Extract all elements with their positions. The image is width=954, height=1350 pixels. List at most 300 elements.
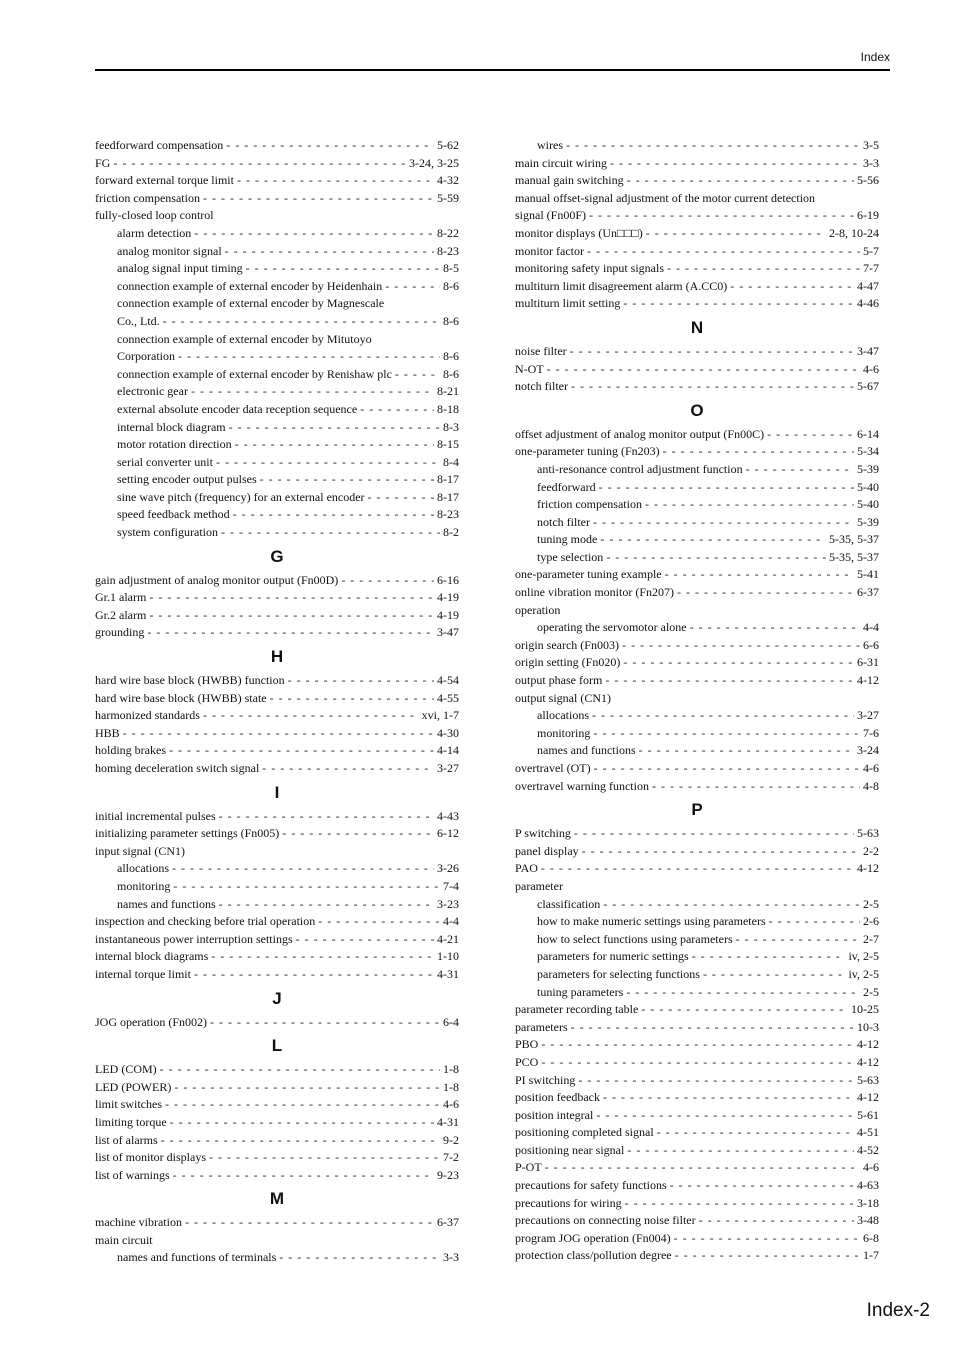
index-entry bbox=[95, 672, 459, 690]
index-page-ref: 6-8 bbox=[863, 1230, 879, 1245]
index-page-ref: 3-27 bbox=[437, 761, 459, 775]
index-entry bbox=[95, 348, 459, 366]
index-entry bbox=[515, 1195, 879, 1213]
index-entry bbox=[95, 243, 459, 261]
index-term: list of alarms bbox=[95, 1132, 158, 1147]
index-term: precautions for wiring bbox=[515, 1195, 622, 1210]
index-term: type selection bbox=[537, 549, 604, 564]
index-term: hard wire base block (HWBB) state bbox=[95, 690, 267, 705]
index-entry bbox=[515, 825, 879, 843]
index-term: list of warnings bbox=[95, 1167, 170, 1182]
dot-leader bbox=[545, 1159, 860, 1177]
dot-leader bbox=[170, 1114, 434, 1132]
index-term: parameters for numeric settings bbox=[537, 949, 689, 964]
index-term: names and functions bbox=[117, 896, 216, 911]
dot-leader bbox=[341, 572, 434, 590]
index-page-ref: 4-21 bbox=[437, 931, 459, 946]
dot-leader bbox=[625, 1195, 854, 1213]
index-term: internal block diagram bbox=[117, 419, 226, 434]
index-term: internal torque limit bbox=[95, 966, 191, 981]
dot-leader bbox=[173, 878, 440, 896]
index-entry bbox=[515, 1107, 879, 1125]
index-page-ref: 8-17 bbox=[437, 489, 459, 504]
index-entry bbox=[515, 1054, 879, 1072]
dot-leader bbox=[149, 589, 434, 607]
index-page-ref: 8-18 bbox=[437, 401, 459, 416]
index-term: classification bbox=[537, 896, 601, 911]
index-page-ref: 5-63 bbox=[857, 1072, 879, 1087]
index-page-ref: 7-7 bbox=[863, 261, 879, 276]
index-entry bbox=[95, 225, 459, 243]
index-entry bbox=[95, 172, 459, 190]
index-term: N-OT bbox=[515, 361, 544, 376]
index-entry bbox=[95, 471, 459, 489]
index-term: connection example of external encoder by Renishaw plc bbox=[117, 366, 392, 381]
index-page-ref: 8-6 bbox=[443, 313, 459, 328]
index-term: protection class/pollution degree bbox=[515, 1248, 672, 1263]
index-entry bbox=[515, 707, 879, 725]
index-section-letter: I bbox=[274, 782, 280, 802]
dot-leader bbox=[163, 313, 440, 331]
index-page-ref: 8-15 bbox=[437, 437, 459, 452]
index-page-ref: 5-39 bbox=[857, 461, 879, 476]
dot-leader bbox=[169, 742, 434, 760]
index-page-ref: 6-31 bbox=[857, 655, 879, 670]
index-entry bbox=[515, 637, 879, 655]
index-page-ref: 3-27 bbox=[857, 708, 879, 723]
index-term: forward external torque limit bbox=[95, 173, 234, 188]
index-page-ref: 3-18 bbox=[857, 1195, 879, 1210]
index-page-ref: 7-4 bbox=[443, 878, 459, 893]
dot-leader bbox=[667, 260, 860, 278]
index-page-ref: 4-14 bbox=[437, 743, 459, 758]
index-page-ref: iv, 2-5 bbox=[848, 966, 879, 981]
dot-leader bbox=[262, 760, 434, 778]
dot-leader bbox=[174, 1079, 440, 1097]
index-term: list of monitor displays bbox=[95, 1150, 206, 1165]
index-entry bbox=[515, 860, 879, 878]
dot-leader bbox=[610, 155, 860, 173]
index-column-left bbox=[95, 137, 459, 1267]
index-page-ref: 5-35, 5-37 bbox=[829, 549, 879, 564]
index-term: names and functions bbox=[537, 743, 636, 758]
index-page-ref: 9-23 bbox=[437, 1167, 459, 1182]
index-term: connection example of external encoder by Heidenhain bbox=[117, 278, 383, 293]
index-page-ref: 8-6 bbox=[443, 278, 459, 293]
index-page-ref: 6-12 bbox=[437, 826, 459, 841]
dot-leader bbox=[603, 1089, 854, 1107]
index-page-ref: 5-40 bbox=[857, 479, 879, 494]
index-term: LED (COM) bbox=[95, 1062, 157, 1077]
dot-leader bbox=[646, 225, 826, 243]
index-term: friction compensation bbox=[95, 190, 200, 205]
dot-leader bbox=[703, 966, 846, 984]
index-page-ref: 2-8, 10-24 bbox=[829, 225, 879, 240]
index-term: setting encoder output pulses bbox=[117, 472, 257, 487]
index-term: limiting torque bbox=[95, 1114, 167, 1129]
index-term: homing deceleration switch signal bbox=[95, 761, 260, 775]
index-entry bbox=[515, 260, 879, 278]
dot-leader bbox=[736, 931, 860, 949]
index-page-ref: 4-55 bbox=[437, 690, 459, 705]
index-page-ref: 8-6 bbox=[443, 349, 459, 364]
index-page-ref: 1-8 bbox=[443, 1062, 459, 1077]
index-term: how to select functions using parameters bbox=[537, 931, 733, 946]
index-page-ref: 10-3 bbox=[857, 1019, 879, 1034]
index-entry bbox=[95, 1214, 459, 1232]
index-term: online vibration monitor (Fn207) bbox=[515, 585, 674, 600]
dot-leader bbox=[699, 1212, 854, 1230]
index-entry bbox=[95, 589, 459, 607]
index-entry bbox=[515, 137, 879, 155]
index-page-ref: 4-47 bbox=[857, 278, 879, 293]
dot-leader bbox=[185, 1214, 434, 1232]
index-entry bbox=[95, 878, 459, 896]
dot-leader bbox=[605, 672, 854, 690]
dot-leader bbox=[641, 1001, 848, 1019]
dot-leader bbox=[194, 966, 434, 984]
index-entry bbox=[95, 931, 459, 949]
index-entry bbox=[515, 584, 879, 602]
index-entry bbox=[515, 1247, 879, 1265]
index-page-ref: 6-4 bbox=[443, 1014, 459, 1029]
index-term: overtravel warning function bbox=[515, 778, 649, 793]
dot-leader bbox=[395, 366, 440, 384]
index-term: friction compensation bbox=[537, 497, 642, 512]
index-page-ref: 8-6 bbox=[443, 366, 459, 381]
index-entry bbox=[515, 948, 879, 966]
index-entry bbox=[515, 966, 879, 984]
index-heading: input signal (CN1) bbox=[95, 843, 185, 858]
index-entry bbox=[95, 401, 459, 419]
dot-leader bbox=[657, 1124, 854, 1142]
index-section-letter: O bbox=[690, 400, 704, 420]
index-term: PCO bbox=[515, 1054, 539, 1069]
index-section-letter: G bbox=[270, 546, 284, 566]
index-page-ref: 3-47 bbox=[437, 625, 459, 640]
dot-leader bbox=[592, 707, 854, 725]
index-entry bbox=[515, 1159, 879, 1177]
index-term: inspection and checking before trial operation bbox=[95, 914, 316, 929]
index-term: origin search (Fn003) bbox=[515, 637, 619, 652]
dot-leader bbox=[547, 361, 860, 379]
index-term: precautions for safety functions bbox=[515, 1178, 667, 1193]
dot-leader bbox=[769, 913, 860, 931]
index-term: anti-resonance control adjustment function bbox=[537, 461, 743, 476]
index-page-ref: 2-5 bbox=[863, 896, 879, 911]
index-term: panel display bbox=[515, 843, 579, 858]
dot-leader bbox=[279, 1249, 440, 1267]
index-page-ref: 4-8 bbox=[863, 778, 879, 793]
index-entry bbox=[95, 860, 459, 878]
index-entry bbox=[95, 155, 459, 173]
index-term: feedforward compensation bbox=[95, 138, 224, 152]
index-term: how to make numeric settings using parameters bbox=[537, 914, 766, 929]
dot-leader bbox=[147, 624, 434, 642]
index-page-ref: 3-26 bbox=[437, 861, 459, 876]
dot-leader bbox=[219, 808, 434, 826]
index-term: PBO bbox=[515, 1037, 539, 1052]
index-page-ref: 6-37 bbox=[437, 1215, 459, 1230]
index-entry bbox=[95, 1149, 459, 1167]
index-term: Corporation bbox=[117, 349, 175, 364]
index-term: serial converter unit bbox=[117, 454, 213, 469]
index-page-ref: 4-12 bbox=[857, 673, 879, 688]
index-page-ref: 2-5 bbox=[863, 984, 879, 999]
index-entry bbox=[95, 190, 459, 208]
index-term: PAO bbox=[515, 861, 538, 876]
index-term: LED (POWER) bbox=[95, 1079, 172, 1094]
index-term: monitoring bbox=[537, 725, 591, 740]
index-term: instantaneous power interruption settings bbox=[95, 931, 293, 946]
index-term: allocations bbox=[117, 861, 169, 876]
dot-leader bbox=[663, 443, 854, 461]
index-page-ref: 4-52 bbox=[857, 1142, 879, 1157]
dot-leader bbox=[165, 1096, 440, 1114]
index-term: Gr.1 alarm bbox=[95, 590, 147, 605]
index-page-ref: 4-4 bbox=[863, 620, 879, 635]
dot-leader bbox=[639, 742, 854, 760]
index-page-ref: 8-23 bbox=[437, 507, 459, 522]
index-entry bbox=[515, 913, 879, 931]
index-entry bbox=[515, 1089, 879, 1107]
index-page-ref: 5-67 bbox=[857, 379, 879, 394]
dot-leader bbox=[571, 1019, 854, 1037]
index-page-ref: 5-62 bbox=[437, 138, 459, 152]
index-term: wires bbox=[537, 138, 563, 152]
dot-leader bbox=[178, 348, 440, 366]
index-term: origin setting (Fn020) bbox=[515, 655, 621, 670]
index-entry bbox=[95, 725, 459, 743]
index-entry bbox=[515, 295, 879, 313]
index-entry bbox=[515, 1212, 879, 1230]
dot-leader bbox=[237, 172, 434, 190]
index-section-letter: M bbox=[269, 1189, 285, 1209]
dot-leader bbox=[229, 419, 440, 437]
dot-leader bbox=[593, 514, 854, 532]
index-page-ref: 8-5 bbox=[443, 261, 459, 276]
index-entry bbox=[515, 654, 879, 672]
index-entry bbox=[515, 1072, 879, 1090]
index-term: noise filter bbox=[515, 343, 567, 358]
index-term: Co., Ltd. bbox=[117, 313, 160, 328]
index-entry bbox=[95, 436, 459, 454]
index-term: hard wire base block (HWBB) function bbox=[95, 673, 285, 688]
dot-leader bbox=[606, 549, 826, 567]
dot-leader bbox=[587, 243, 860, 261]
index-page-ref: 4-19 bbox=[437, 590, 459, 605]
index-page-ref: 1-8 bbox=[443, 1079, 459, 1094]
index-page-ref: 4-46 bbox=[857, 296, 879, 311]
index-term: tuning mode bbox=[537, 532, 598, 547]
index-term: output phase form bbox=[515, 673, 603, 688]
dot-leader bbox=[288, 672, 434, 690]
index-term: limit switches bbox=[95, 1097, 162, 1112]
index-page-ref: iv, 2-5 bbox=[848, 949, 879, 964]
index-page-ref: 8-3 bbox=[443, 419, 459, 434]
index-entry bbox=[515, 1177, 879, 1195]
index-entry bbox=[515, 155, 879, 173]
index-page-ref: 6-6 bbox=[863, 637, 879, 652]
index-term: holding brakes bbox=[95, 743, 166, 758]
index-page-ref: 2-7 bbox=[863, 931, 879, 946]
index-term: parameters bbox=[515, 1019, 568, 1034]
dot-leader bbox=[210, 1014, 440, 1032]
index-entry bbox=[95, 260, 459, 278]
index-page-ref: 6-19 bbox=[857, 208, 879, 223]
dot-leader bbox=[123, 725, 434, 743]
index-entry bbox=[95, 690, 459, 708]
dot-leader bbox=[209, 1149, 440, 1167]
dot-leader bbox=[623, 654, 854, 672]
index-term: P switching bbox=[515, 826, 571, 841]
index-term: program JOG operation (Fn004) bbox=[515, 1230, 671, 1245]
index-term: precautions on connecting noise filter bbox=[515, 1213, 696, 1228]
page-number: Index-2 bbox=[866, 1300, 930, 1321]
index-term: monitoring safety input signals bbox=[515, 261, 664, 276]
index-term: position integral bbox=[515, 1107, 594, 1122]
index-page-ref: 4-63 bbox=[857, 1178, 879, 1193]
index-page-ref: 3-3 bbox=[863, 155, 879, 170]
dot-leader bbox=[603, 896, 860, 914]
index-term: one-parameter tuning (Fn203) bbox=[515, 444, 660, 459]
dot-leader bbox=[260, 471, 434, 489]
index-heading: main circuit bbox=[95, 1232, 153, 1247]
index-section-letter: N bbox=[690, 317, 704, 337]
index-page-ref: 9-2 bbox=[443, 1132, 459, 1147]
index-entry bbox=[95, 1096, 459, 1114]
dot-leader bbox=[296, 931, 434, 949]
index-entry bbox=[95, 1079, 459, 1097]
index-term: monitor factor bbox=[515, 243, 584, 258]
index-section-letter: P bbox=[691, 800, 703, 820]
index-page-ref: 5-35, 5-37 bbox=[829, 532, 879, 547]
index-page-ref: 4-6 bbox=[863, 361, 879, 376]
index-entry bbox=[95, 419, 459, 437]
index-entry bbox=[515, 378, 879, 396]
index-column-right bbox=[515, 137, 879, 1265]
index-term: parameter recording table bbox=[515, 1002, 639, 1017]
index-entry bbox=[95, 1014, 459, 1032]
index-term: multiturn limit disagreement alarm (A.CC0) bbox=[515, 278, 728, 293]
dot-leader bbox=[599, 479, 854, 497]
dot-leader bbox=[270, 690, 434, 708]
dot-leader bbox=[674, 1230, 860, 1248]
index-entry bbox=[515, 1124, 879, 1142]
index-page-ref: 2-2 bbox=[863, 843, 879, 858]
index-page-ref: 6-16 bbox=[437, 572, 459, 587]
index-entry bbox=[515, 1230, 879, 1248]
index-page-ref: 1-7 bbox=[863, 1248, 879, 1263]
index-entry bbox=[515, 514, 879, 532]
index-page-ref: 8-17 bbox=[437, 472, 459, 487]
index-page-ref: 6-37 bbox=[857, 585, 879, 600]
index-term: motor rotation direction bbox=[117, 437, 232, 452]
index-term: operating the servomotor alone bbox=[537, 620, 687, 635]
index-entry bbox=[515, 896, 879, 914]
index-entry bbox=[95, 572, 459, 590]
index-term: monitor displays (Un□□□) bbox=[515, 225, 643, 240]
index-entry bbox=[515, 549, 879, 567]
index-entry bbox=[515, 278, 879, 296]
dot-leader bbox=[385, 278, 440, 296]
dot-leader bbox=[665, 566, 854, 584]
dot-leader bbox=[571, 378, 854, 396]
index-page-ref: 1-10 bbox=[437, 949, 459, 964]
dot-leader bbox=[627, 172, 854, 190]
dot-leader bbox=[233, 506, 434, 524]
index-entry bbox=[95, 506, 459, 524]
dot-leader bbox=[225, 243, 434, 261]
index-term: manual gain switching bbox=[515, 173, 624, 188]
index-page-ref: 5-61 bbox=[857, 1107, 879, 1122]
dot-leader bbox=[627, 1142, 854, 1160]
dot-leader bbox=[582, 843, 860, 861]
index-heading: parameter bbox=[515, 878, 563, 893]
index-entry bbox=[515, 760, 879, 778]
dot-leader bbox=[675, 1247, 860, 1265]
dot-leader bbox=[596, 1107, 854, 1125]
index-entry bbox=[95, 808, 459, 826]
dot-leader bbox=[746, 461, 854, 479]
index-page-ref: 3-48 bbox=[857, 1213, 879, 1228]
index-page-ref: 5-63 bbox=[857, 826, 879, 841]
dot-leader bbox=[219, 896, 434, 914]
index-entry bbox=[95, 1249, 459, 1267]
index-entry bbox=[515, 443, 879, 461]
dot-leader bbox=[113, 155, 406, 173]
dot-leader bbox=[172, 860, 434, 878]
dot-leader bbox=[600, 531, 826, 549]
index-page-ref: 5-59 bbox=[437, 190, 459, 205]
index-page-ref: 4-31 bbox=[437, 1114, 459, 1129]
dot-leader bbox=[246, 260, 440, 278]
index-entry bbox=[515, 725, 879, 743]
index-term: parameters for selecting functions bbox=[537, 966, 700, 981]
index-entry bbox=[95, 825, 459, 843]
index-term: position feedback bbox=[515, 1090, 600, 1105]
index-term: notch filter bbox=[537, 514, 590, 529]
index-heading: output signal (CN1) bbox=[515, 690, 611, 705]
index-section-letter: J bbox=[272, 988, 282, 1008]
index-term: analog monitor signal bbox=[117, 243, 222, 258]
index-entry bbox=[95, 524, 459, 542]
index-page-ref: 5-34 bbox=[857, 444, 879, 459]
index-page-ref: 5-7 bbox=[863, 243, 879, 258]
index-page-ref: 4-12 bbox=[857, 1037, 879, 1052]
index-page-ref: 5-41 bbox=[857, 567, 879, 582]
index-entry bbox=[515, 361, 879, 379]
index-page-ref: 4-54 bbox=[437, 673, 459, 688]
index-page-ref: 6-14 bbox=[857, 426, 879, 441]
dot-leader bbox=[594, 760, 860, 778]
index-page-ref: 4-6 bbox=[863, 761, 879, 775]
index-entry bbox=[515, 984, 879, 1002]
dot-leader bbox=[161, 1132, 440, 1150]
index-page-ref: 3-5 bbox=[863, 138, 879, 152]
index-entry bbox=[95, 1061, 459, 1079]
index-page-ref: 4-32 bbox=[437, 173, 459, 188]
dot-leader bbox=[692, 948, 846, 966]
index-page-ref: 8-23 bbox=[437, 243, 459, 258]
index-entry bbox=[95, 742, 459, 760]
index-term: speed feedback method bbox=[117, 507, 230, 522]
dot-leader bbox=[235, 436, 434, 454]
dot-leader bbox=[282, 825, 434, 843]
index-entry bbox=[95, 948, 459, 966]
dot-leader bbox=[730, 278, 854, 296]
index-page-ref: 3-47 bbox=[857, 343, 879, 358]
